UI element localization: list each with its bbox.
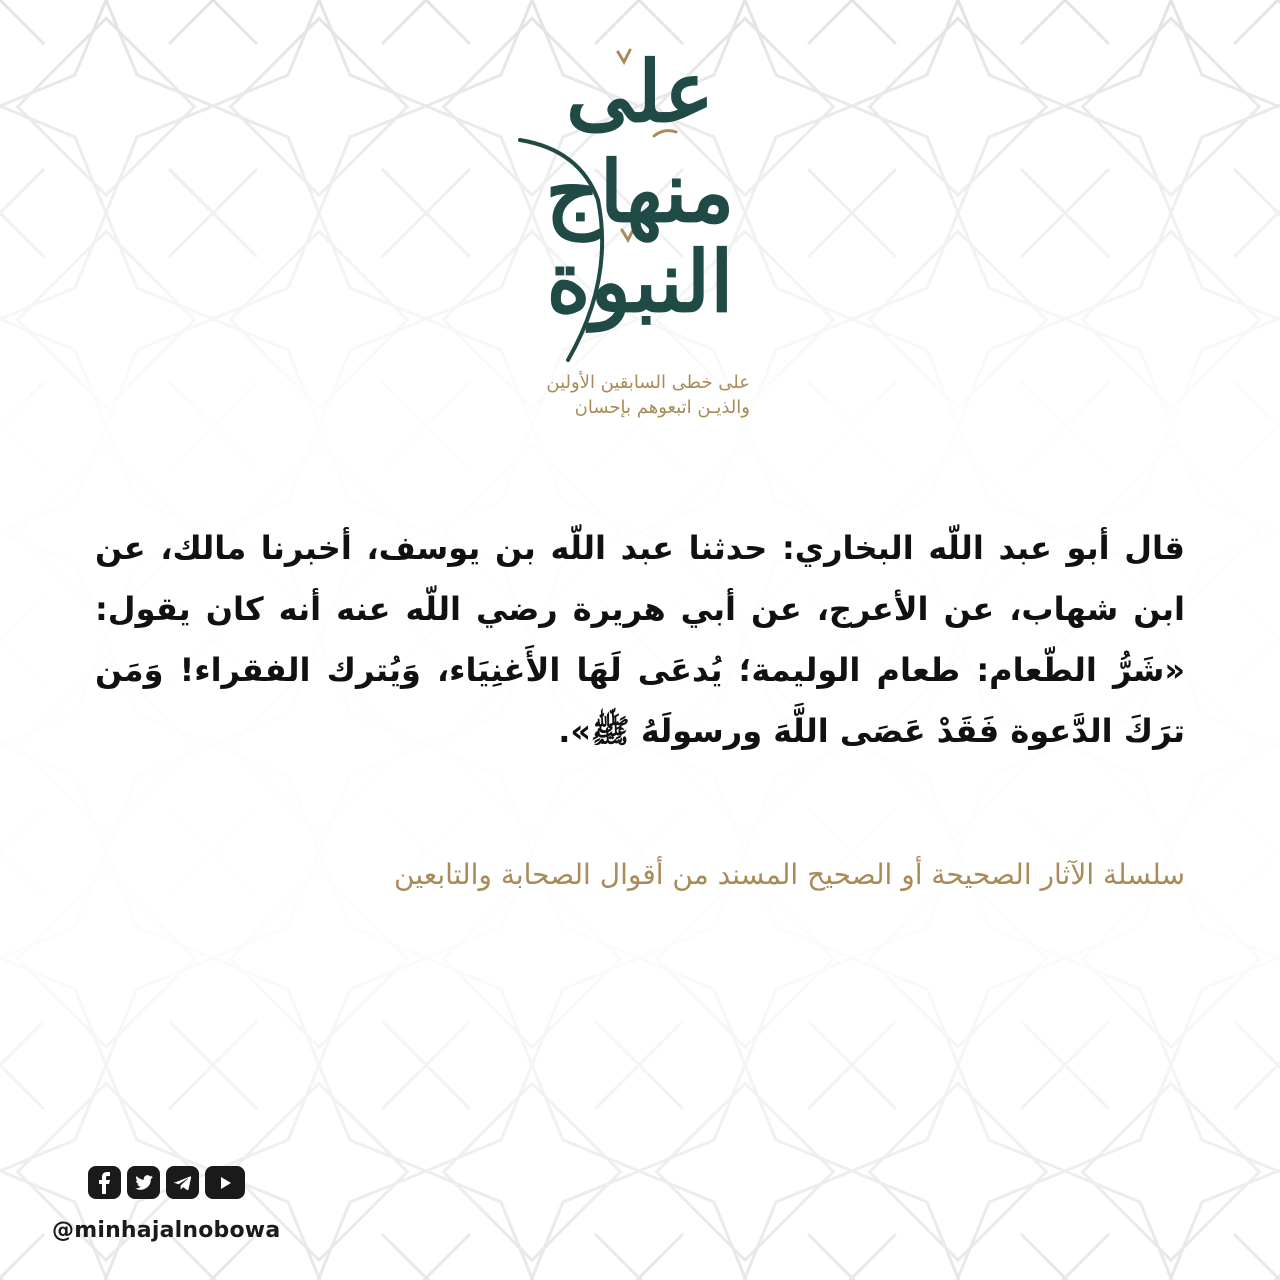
facebook-icon[interactable] bbox=[88, 1166, 121, 1199]
logo-tagline bbox=[500, 370, 750, 420]
brand-logo bbox=[480, 30, 800, 418]
telegram-icon[interactable] bbox=[166, 1166, 199, 1199]
tagline-line-2: والذيـن اتبعوهم بإحسان bbox=[574, 397, 750, 418]
youtube-icon[interactable] bbox=[205, 1166, 245, 1199]
social-handle[interactable]: @minhajalnobowa bbox=[52, 1218, 281, 1243]
logo-line-2: منهاج bbox=[545, 142, 735, 241]
social-icons bbox=[88, 1166, 245, 1202]
logo-line-3: النبوة bbox=[546, 232, 734, 331]
logo-line-1: على bbox=[566, 42, 714, 141]
tagline-line-1: على خطى السابقين الأولين bbox=[546, 372, 750, 393]
hadith-text: قال أبو عبد اللّه البخاري: حدثنا عبد اللّه بن يوسف، أخبرنا مالك، عن ابن شهاب، عن الأعرج، عن أبي هريرة رضي اللّه عنه أنه كان يقول: «شَرُّ الطّعام: طعام الوليمة؛ يُدعَى لَهَا الأَغنِيَاء، وَيُترك الفقراء! وَمَن ترَكَ الدَّعوة فَقَدْ عَصَى اللَّهَ ورسولَهُ ﷺ». bbox=[95, 529, 1185, 750]
series-title: سلسلة الآثار الصحيحة أو الصحيح المسند من أقوال الصحابة والتابعين bbox=[394, 858, 1185, 891]
twitter-icon[interactable] bbox=[127, 1166, 160, 1199]
